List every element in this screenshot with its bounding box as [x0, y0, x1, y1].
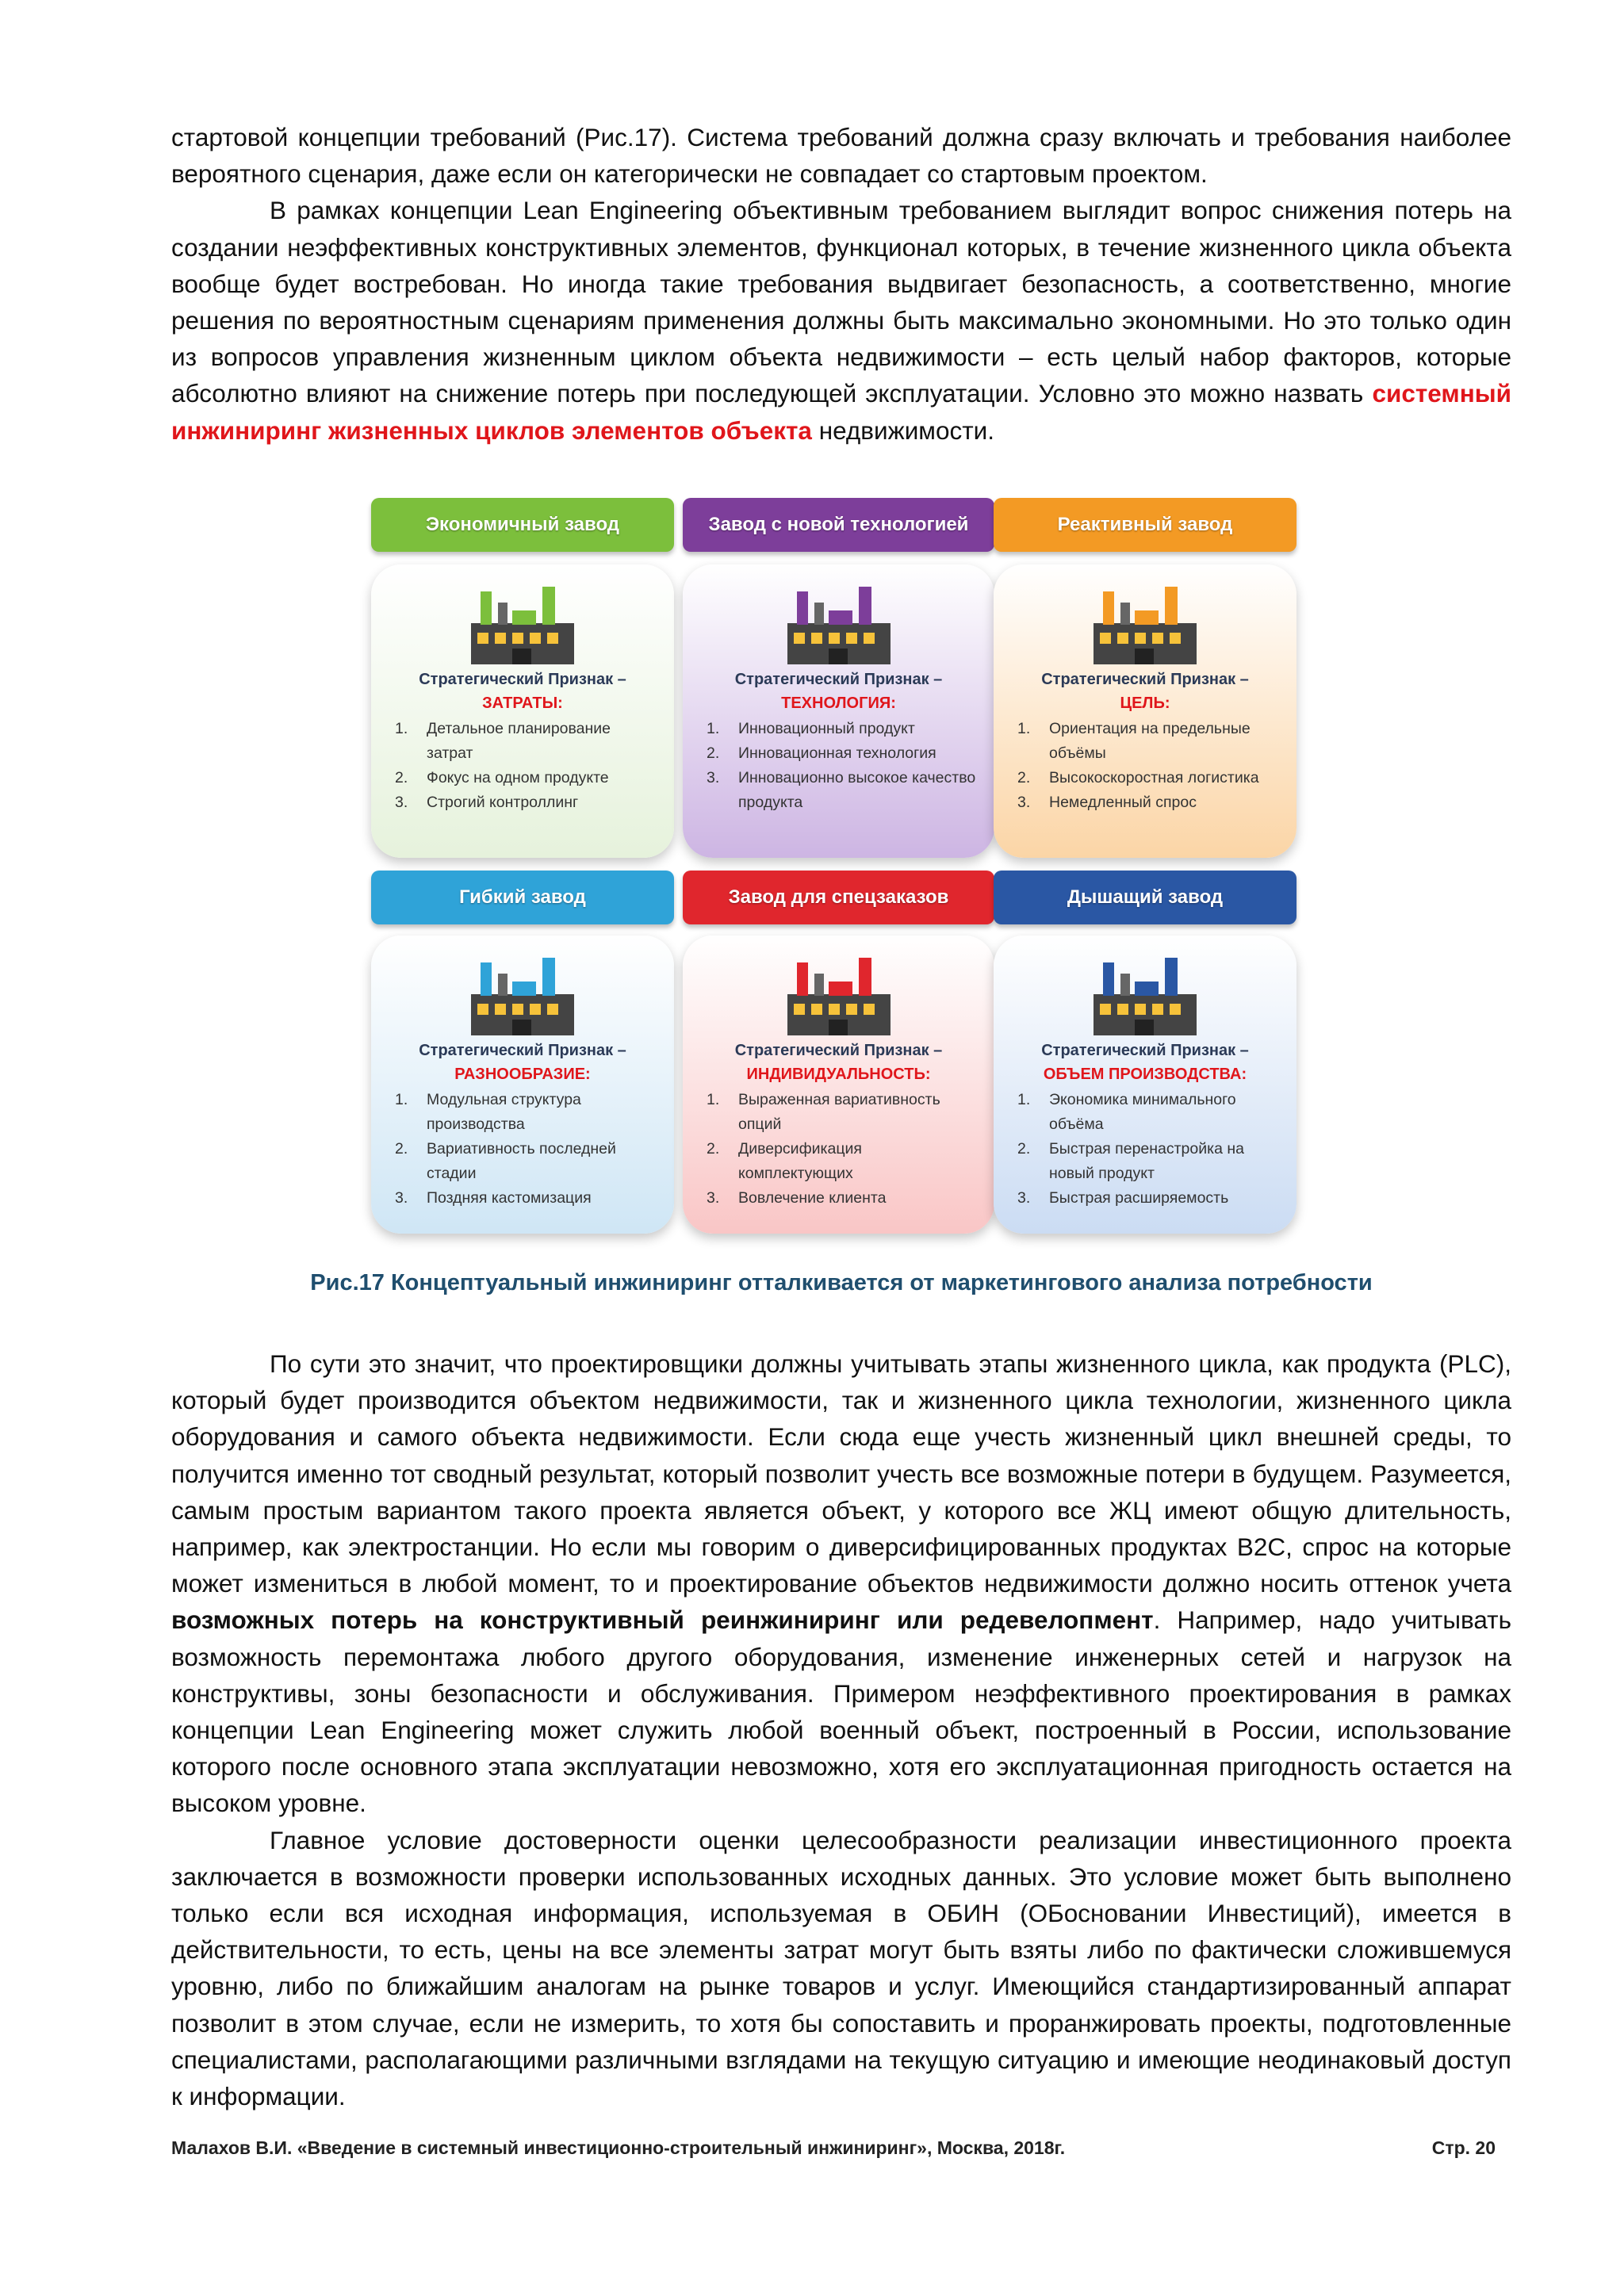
tile-card [683, 564, 994, 858]
page-footer [171, 2137, 1496, 2159]
tile-title [371, 1039, 674, 1086]
list-item: 3. Поздняя кастомизация [395, 1189, 592, 1207]
tile-header: Дышащий завод [994, 871, 1297, 924]
list-item: 2. Фокус на одном продукте [395, 769, 609, 786]
tile-header: Завод с новой технологией [683, 498, 994, 552]
tile-title-text: Стратегический Признак – [419, 671, 626, 688]
paragraph-3 [171, 1345, 1511, 1822]
tile-list [1017, 717, 1281, 815]
tile-card [994, 564, 1297, 858]
tile-sign: РАЗНООБРАЗИЕ: [454, 1066, 591, 1083]
tile-card [683, 936, 994, 1234]
paragraph-2 [171, 192, 1511, 448]
bottom-text [171, 1345, 1511, 2114]
list-item: 1. Экономика минимального объёма [1017, 1091, 1236, 1133]
tile-list [395, 1088, 658, 1211]
list-item: 3. Инновационно высокое качество продукта [707, 769, 976, 811]
factory-icon [1086, 576, 1205, 671]
list-item: 2. Высокоскоростная логистика [1017, 769, 1259, 786]
list-item: 3. Немедленный спрос [1017, 794, 1197, 811]
tile-list [395, 717, 658, 815]
tile-header: Гибкий завод [371, 871, 674, 924]
paragraph-2-text: В рамках концепции Lean Engineering объективным требованием выглядит вопрос снижения потерь на создании неэффективных конструктивных элементов, функционал которых, в течение жизненного цикла объекта вообще будет востребован. Но иногда такие требования выдвигает безопасность, а соответственно, многие решения по вероятностным сценариям применения должны быть максимально экономными. Но это только один из вопросов управления жизненным циклом объекта недвижимости – есть целый набор факторов, которые абсолютно влияют на снижение потерь при последующей эксплуатации. Условно это можно назвать [171, 196, 1511, 408]
tile-title-text: Стратегический Признак – [1041, 1042, 1249, 1059]
page-number: Стр. 20 [1431, 2137, 1496, 2158]
factory-icon [463, 947, 582, 1042]
tile-title-text: Стратегический Признак – [734, 671, 943, 688]
list-item: 3. Вовлечение клиента [707, 1189, 887, 1207]
list-item: 1. Модульная структура производства [395, 1091, 581, 1133]
paragraph-3-text: По сути это значит, что проектировщики должны учитывать этапы жизненного цикла, как продукта (PLC), который будет производится объектом недвижимости, так и жизненного цикла технологии, жизненного цикла оборудования и самого объекта недвижимости. Если сюда еще учесть жизненный цикл внешней среды, то получится именно тот сводный результат, который позволит учесть все возможные потери в будущем. Разумеется, самым простым вариантом такого проекта является объект, у которого все ЖЦ имеют общую длительность, например, как электростанции. Но если мы говорим о диверсифицированных продуктах B2C, спрос на которые может измениться в любой момент, то и проектирование объектов недвижимости должно носить оттенок учета [171, 1349, 1511, 1598]
tile-list [707, 1088, 979, 1211]
tile-sign: ИНДИВИДУАЛЬНОСТЬ: [746, 1066, 931, 1083]
tile-title [994, 1039, 1297, 1086]
tile-list [707, 717, 979, 815]
figure-17 [371, 498, 1307, 1245]
tile-title [683, 668, 994, 715]
figure-caption: Рис.17 Концептуальный инжиниринг отталкивается от маркетингового анализа потребности [310, 1270, 1373, 1295]
tile-list [1017, 1088, 1281, 1211]
tile-header: Экономичный завод [371, 498, 674, 552]
factory-icon [779, 576, 898, 671]
list-item: 2. Инновационная технология [707, 744, 936, 762]
tile-title [371, 668, 674, 715]
list-item: 3. Быстрая расширяемость [1017, 1189, 1229, 1207]
tile-sign: ЗАТРАТЫ: [482, 695, 563, 712]
list-item: 1. Инновационный продукт [707, 720, 915, 737]
paragraph-1: стартовой концепции требований (Рис.17). Система требований должна сразу включать и требования наиболее вероятного сценария, даже если он категорически не совпадает со стартовым проектом. [171, 123, 1511, 189]
tile-title-text: Стратегический Признак – [1041, 671, 1249, 688]
list-item: 1. Ориентация на предельные объёмы [1017, 720, 1251, 762]
list-item: 1. Выраженная вариативность опций [707, 1091, 940, 1133]
tile-card [994, 936, 1297, 1234]
tile-title [683, 1039, 994, 1086]
tile-title [994, 668, 1297, 715]
paragraph-3-end: . Например, надо учитывать возможность перемонтажа любого другого оборудования, изменение инженерных сетей и нагрузок на конструктивы, зоны безопасности и обслуживания. Примером неэффективного проектирования в рамках концепции Lean Engineering может служить любой военный объект, построенный в России, использование которого после основного этапа эксплуатации невозможно, хотя его эксплуатационная пригодность остается на высоком уровне. [171, 1605, 1512, 1818]
tile-title-text: Стратегический Признак – [419, 1042, 626, 1059]
tile-card [371, 564, 674, 858]
list-item: 1. Детальное планирование затрат [395, 720, 611, 762]
tile-card [371, 936, 674, 1234]
tile-sign: ОБЪЕМ ПРОИЗВОДСТВА: [1043, 1066, 1247, 1083]
tile-title-text: Стратегический Признак – [734, 1042, 943, 1059]
tile-header: Завод для спецзаказов [683, 871, 994, 924]
paragraph-4: Главное условие достоверности оценки целесообразности реализации инвестиционного проекта заключается в возможности проверки использованных исходных данных. Это условие может быть выполнено только если вся исходная информация, используемая в ОБИН (ОБосновании Инвестиций), имеется в действительности, то есть, цены на все элементы затрат могут быть взяты либо по фактически сложившемуся уровню, либо по ближайшим аналогам на рынке товаров и услуг. Имеющийся стандартизированный аппарат позволит в этом случае, если не измерить, то хотя бы сопоставить и проранжировать проекты, подготовленные специалистами, располагающими различными взглядами на текущую ситуацию и имеющие неодинаковый доступ к информации. [171, 1825, 1511, 2111]
list-item: 2. Быстрая перенастройка на новый продукт [1017, 1140, 1244, 1182]
list-item: 2. Вариативность последней стадии [395, 1140, 616, 1182]
tile-sign: ЦЕЛЬ: [1120, 695, 1170, 712]
list-item: 2. Диверсификация комплектующих [707, 1140, 862, 1182]
paragraph-3-bold: возможных потерь на конструктивный реинжиниринг или редевелопмент [171, 1605, 1154, 1635]
list-item: 3. Строгий контроллинг [395, 794, 579, 811]
tile-sign: ТЕХНОЛОГИЯ: [781, 695, 896, 712]
top-text [171, 119, 1511, 449]
tile-header: Реактивный завод [994, 498, 1297, 552]
factory-icon [463, 576, 582, 671]
footer-citation: Малахов В.И. «Введение в системный инвестиционно-строительный инжиниринг», Москва, 2018г. [171, 2137, 1066, 2158]
paragraph-2-end: недвижимости. [811, 415, 995, 445]
factory-icon [779, 947, 898, 1042]
factory-icon [1086, 947, 1205, 1042]
paragraph-2-highlight: системный инжиниринг жизненных циклов элементов объекта [171, 379, 1511, 445]
